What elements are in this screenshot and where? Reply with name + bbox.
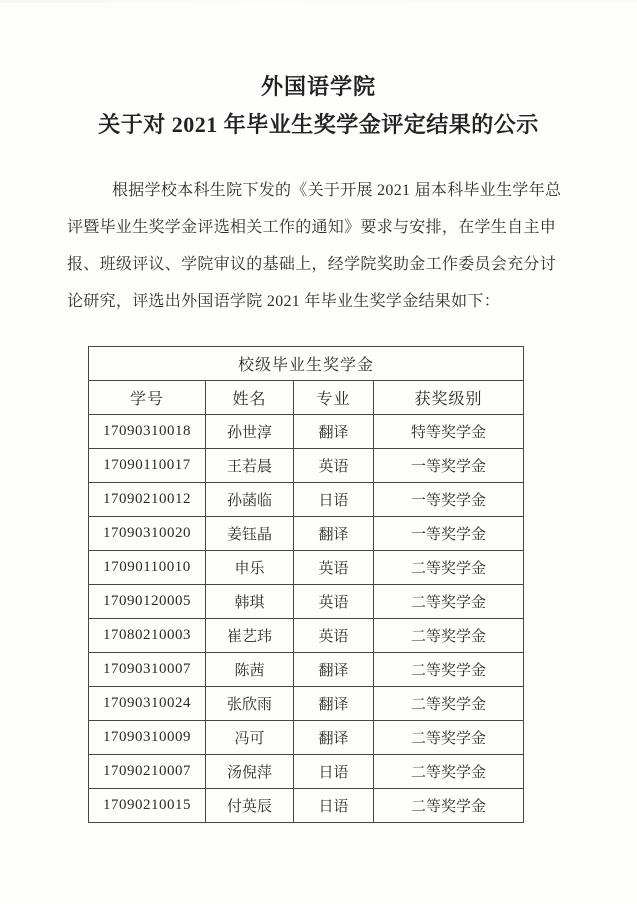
student-id-cell: 17090110010: [89, 551, 206, 585]
student-name-cell: 张欣雨: [206, 687, 294, 721]
major-cell: 日语: [294, 483, 374, 517]
major-cell: 英语: [294, 619, 374, 653]
student-name-cell: 申乐: [206, 551, 294, 585]
major-cell: 英语: [294, 449, 374, 483]
body-paragraph: [67, 172, 562, 320]
student-id-cell: 17090110017: [89, 449, 206, 483]
award-level-cell: 二等奖学金: [374, 653, 524, 687]
document-title-line2: 关于对 2021 年毕业生奖学金评定结果的公示: [98, 112, 539, 137]
award-level-cell: 二等奖学金: [374, 687, 524, 721]
major-cell: 翻译: [294, 415, 374, 449]
column-header-name: 姓名: [206, 381, 294, 415]
table-row: [89, 585, 524, 619]
award-level-cell: 二等奖学金: [374, 721, 524, 755]
student-id-cell: 17090210007: [89, 755, 206, 789]
paragraph-line: 评暨毕业生奖学金评选相关工作的通知》要求与安排，在学生自主申: [67, 219, 557, 236]
student-id-cell: 17090310009: [89, 721, 206, 755]
award-level-cell: 特等奖学金: [374, 415, 524, 449]
column-header-major: 专业: [294, 381, 374, 415]
table-body: [89, 415, 524, 823]
table-row: [89, 449, 524, 483]
paragraph-line: 论研究，评选出外国语学院 2021 年毕业生奖学金结果如下：: [67, 293, 501, 310]
award-level-cell: 二等奖学金: [374, 551, 524, 585]
student-name-cell: 崔艺玮: [206, 619, 294, 653]
student-id-cell: 17090310007: [89, 653, 206, 687]
table-title: 校级毕业生奖学金: [89, 347, 524, 381]
student-name-cell: 姜钰晶: [206, 517, 294, 551]
table-row: [89, 721, 524, 755]
student-name-cell: 孙菡临: [206, 483, 294, 517]
table-row: [89, 687, 524, 721]
student-id-cell: 17090310024: [89, 687, 206, 721]
table-row: [89, 755, 524, 789]
table-row: [89, 789, 524, 823]
table-row: [89, 483, 524, 517]
table-header-row: [89, 381, 524, 415]
student-id-cell: 17080210003: [89, 619, 206, 653]
award-level-cell: 二等奖学金: [374, 585, 524, 619]
major-cell: 翻译: [294, 653, 374, 687]
major-cell: 翻译: [294, 721, 374, 755]
column-header-award-level: 获奖级别: [374, 381, 524, 415]
major-cell: 英语: [294, 551, 374, 585]
major-cell: 日语: [294, 789, 374, 823]
student-name-cell: 孙世淳: [206, 415, 294, 449]
student-name-cell: 汤倪萍: [206, 755, 294, 789]
major-cell: 翻译: [294, 517, 374, 551]
scan-edge-artifact: [0, 0, 637, 3]
award-level-cell: 二等奖学金: [374, 755, 524, 789]
document-title-line1: 外国语学院: [260, 74, 376, 99]
award-level-cell: 一等奖学金: [374, 517, 524, 551]
student-id-cell: 17090120005: [89, 585, 206, 619]
table-row: [89, 517, 524, 551]
table-title-row: [89, 347, 524, 381]
student-name-cell: 陈茜: [206, 653, 294, 687]
award-level-cell: 一等奖学金: [374, 449, 524, 483]
paragraph-line: 根据学校本科生院下发的《关于开展 2021 届本科毕业生学年总: [112, 182, 562, 199]
student-name-cell: 王若晨: [206, 449, 294, 483]
student-id-cell: 17090210015: [89, 789, 206, 823]
student-name-cell: 韩琪: [206, 585, 294, 619]
major-cell: 日语: [294, 755, 374, 789]
major-cell: 翻译: [294, 687, 374, 721]
table-row: [89, 619, 524, 653]
paragraph-line: 报、班级评议、学院审议的基础上，经学院奖助金工作委员会充分讨: [67, 256, 557, 273]
major-cell: 英语: [294, 585, 374, 619]
column-header-student-id: 学号: [89, 381, 206, 415]
scholarship-table: [88, 346, 524, 823]
student-id-cell: 17090310020: [89, 517, 206, 551]
student-id-cell: 17090310018: [89, 415, 206, 449]
student-id-cell: 17090210012: [89, 483, 206, 517]
table-row: [89, 415, 524, 449]
award-level-cell: 一等奖学金: [374, 483, 524, 517]
table-row: [89, 653, 524, 687]
student-name-cell: 付英辰: [206, 789, 294, 823]
award-level-cell: 二等奖学金: [374, 789, 524, 823]
student-name-cell: 冯可: [206, 721, 294, 755]
table-row: [89, 551, 524, 585]
award-level-cell: 二等奖学金: [374, 619, 524, 653]
